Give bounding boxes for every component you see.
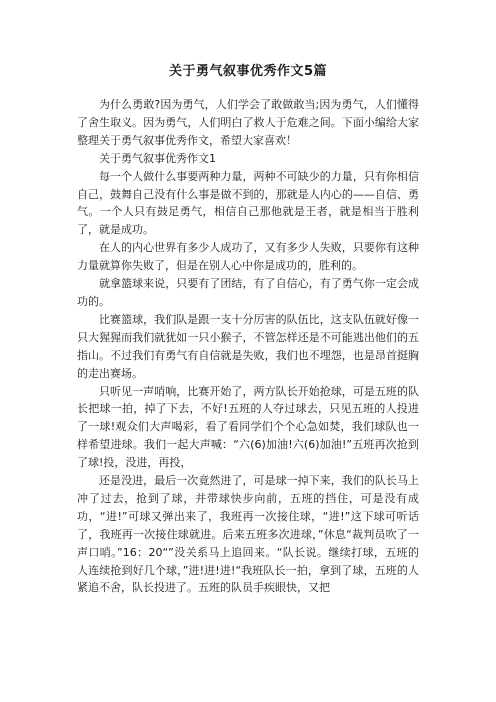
paragraph: 每一个人做什么事要两种力量，两种不可缺少的力量，只有你相信自己，鼓舞自己没有什么事是做不到的，那就是人内心的——自信、勇气。一个人只有鼓足勇气，相信自己那他就是王者，就是相当于胜利了，就是成功。 — [77, 169, 419, 237]
paragraph: 为什么勇敢?因为勇气，人们学会了敢做敢当;因为勇气，人们懂得了舍生取义。因为勇气，人们明白了救人于危难之间。下面小编给大家整理关于勇气叙事优秀作文，希望大家喜欢！ — [77, 98, 419, 147]
document-body — [77, 96, 419, 597]
section-heading: 关于勇气叙事优秀作文1 — [99, 151, 216, 165]
document-title: 关于勇气叙事优秀作文5篇 — [168, 64, 328, 79]
paragraph: 还是没进，最后一次竟然进了，可是球一掉下来，我们的队长马上冲了过去，抢到了球，并带球快步向前，五班的挡住，可是没有成功，“进!”可球又弹出来了，我班再一次接住球，“进!”这下球可听话了，我班再一次接住球就进。后来五班多次进球，”休息“裁判员吹了一声口哨。”16：20“”没关系马上追回来。“队长说。继续打球，五班的人连续抢到好几个球，”进!进!进!“我班队长一拍，拿到了球，五班的人紧追不舍，队长投进了。五班的队员手疾眼快，又把 — [77, 474, 419, 595]
paragraph: 就拿篮球来说，只要有了团结，有了自信心，有了勇气你一定会成功的。 — [77, 277, 419, 308]
paragraph: 比赛篮球，我们队是跟一支十分厉害的队伍比，这支队伍就好像一只大猩猩而我们就犹如一只小猴子，不管怎样还是不可能逃出他们的五指山。不过我们有勇气有自信就是失败，我们也不埋怨，也是昂首挺胸的走出赛场。 — [77, 312, 419, 380]
paragraph: 在人的内心世界有多少人成功了，又有多少人失败，只要你有这种力量就算你失败了，但是在别人心中你是成功的，胜利的。 — [77, 241, 419, 273]
paragraph: 只听见一声哨响，比赛开始了，两方队长开始抢球，可是五班的队长把球一拍，掉了下去，不好!五班的人夺过球去，只见五班的人投进了一球!观众们大声喝彩，看了看同学们个个心急如焚，我们球队也一样希望进球。我们一起大声喊：“六(6)加油!六(6)加油!”五班再次抢到了球!投，没进，再投， — [77, 384, 419, 470]
